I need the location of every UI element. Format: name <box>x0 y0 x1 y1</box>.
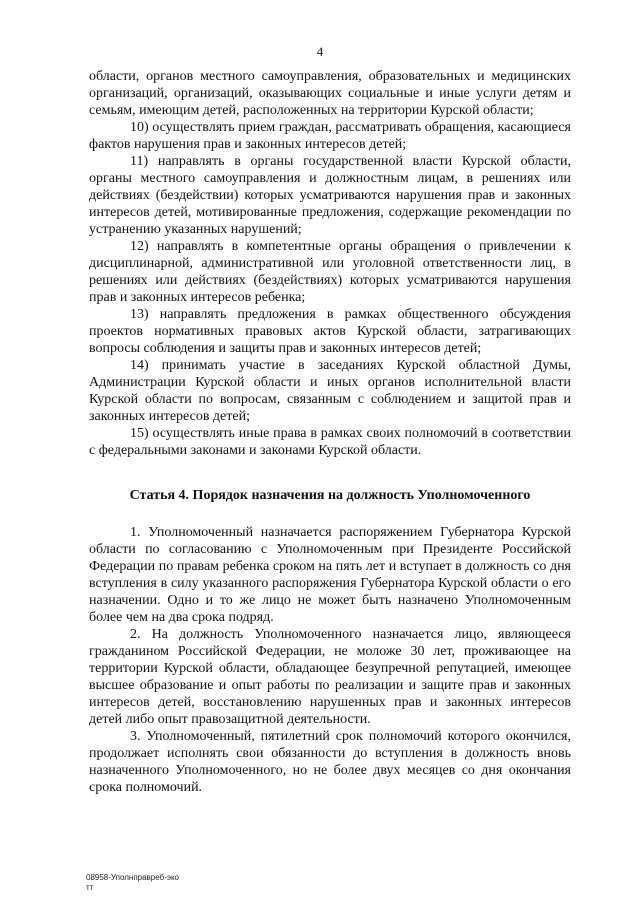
list-item-11: 11) направлять в органы государственной власти Курской области, органы местного самоуправления и должностным лицам, в решениях или действиях (бездействии) которых усматриваются нарушения прав и законных интересов детей, мотивированные предложения, содержащие рекомендации по устранению указанных нарушений; <box>89 154 571 237</box>
article-paragraph-3: 3. Уполномоченный, пятилетний срок полномочий которого окончился, продолжает исполнять свои обязанности до вступления в должность вновь назначенного Уполномоченного, но не более двух месяцев со дня окончания срока полномочий. <box>89 729 571 795</box>
list-item-10: 10) осуществлять прием граждан, рассматривать обращения, касающиеся фактов нарушения прав и законных интересов детей; <box>89 120 571 152</box>
list-item-13: 13) направлять предложения в рамках общественного обсуждения проектов нормативных правовых актов Курской области, затрагивающих вопросы соблюдения и защиты прав и законных интересов детей; <box>89 307 571 356</box>
article-heading: Статья 4. Порядок назначения на должность Уполномоченного <box>129 488 531 503</box>
list-item-14: 14) принимать участие в заседаниях Курской областной Думы, Администрации Курской области и иных органов исполнительной власти Курской области по вопросам, связанным с соблюдением и защитой прав и законных интересов детей; <box>89 358 571 424</box>
list-item-15: 15) осуществлять иные права в рамках своих полномочий в соответствии с федеральными законами и законами Курской области. <box>89 426 571 458</box>
article-paragraph-1: 1. Уполномоченный назначается распоряжением Губернатора Курской области по согласованию с Уполномоченным при Президенте Российской Федерации по правам ребенка сроком на пять лет и вступает в должность со дня вступления в силу указанного распоряжения Губернатора Курской области о его назначении. Одно и то же лицо не может быть назначено Уполномоченным более чем на два срока подряд. <box>89 525 571 625</box>
paragraph-continuation: области, органов местного самоуправления, образовательных и медицинских организаций, организаций, оказывающих социальные и иные услуги детям и семьям, имеющим детей, расположенных на территории Курской области; <box>89 69 571 118</box>
footer-initials: тт <box>86 883 94 892</box>
footer-file-code: 08958-Уполнправреб-эко <box>86 873 179 882</box>
page-number: 4 <box>316 44 324 59</box>
list-item-12: 12) направлять в компетентные органы обращения о привлечении к дисциплинарной, административной или уголовной ответственности лиц, в решениях или действиях (бездействиях) которых усматриваются нарушения прав и законных интересов ребенка; <box>89 239 571 305</box>
article-paragraph-2: 2. На должность Уполномоченного назначается лицо, являющееся гражданином Российской Федерации, не моложе 30 лет, проживающее на территории Курской области, обладающее безупречной репутацией, имеющее высшее образование и опыт работы по реализации и защите прав и законных интересов детей, восстановлению нарушенных прав и законных интересов детей либо опыт правозащитной деятельности. <box>89 627 571 727</box>
document-footer <box>86 873 179 893</box>
document-body <box>89 68 571 796</box>
